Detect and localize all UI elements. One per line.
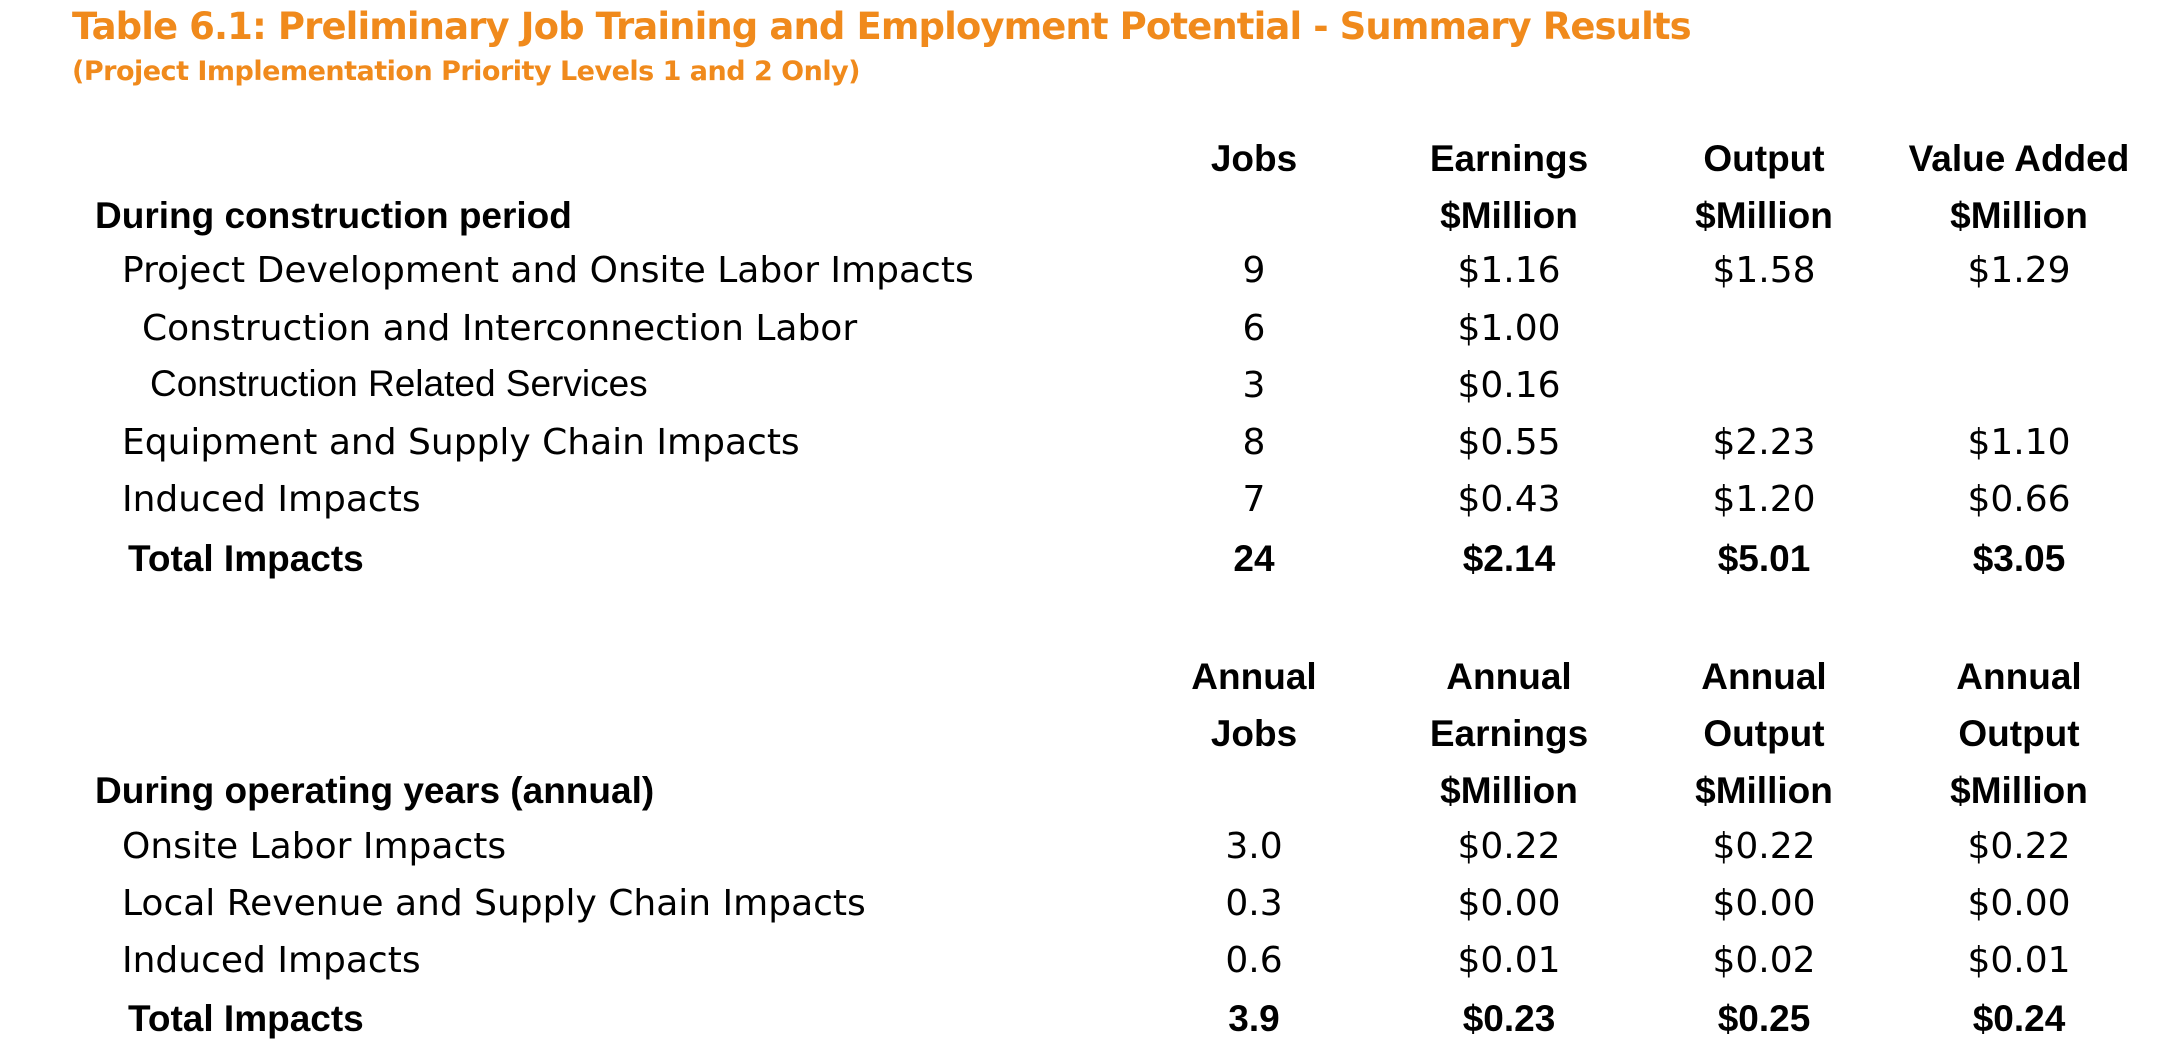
cell-earnings: $0.55 [1457, 422, 1561, 463]
header-annual-jobs-2: Jobs [1210, 713, 1298, 754]
cell-earnings: $0.01 [1457, 940, 1561, 981]
row-label-local-revenue: Local Revenue and Supply Chain Impacts [122, 883, 866, 924]
cell-earnings: $1.16 [1457, 250, 1561, 291]
header-annual-jobs: Annual [1191, 656, 1317, 697]
header-annual-earnings-2: Earnings [1429, 713, 1589, 754]
total-output: $5.01 [1717, 538, 1811, 579]
cell-jobs: 9 [1242, 250, 1266, 291]
cell-output-b: $0.00 [1967, 883, 2071, 924]
cell-earnings: $0.22 [1457, 826, 1561, 867]
cell-output-b: $0.01 [1967, 940, 2071, 981]
cell-output-b: $0.22 [1967, 826, 2071, 867]
header-annual-output-b-2: Output [1958, 713, 2080, 754]
cell-earnings: $0.00 [1457, 883, 1561, 924]
cell-jobs: 7 [1242, 479, 1266, 520]
cell-output: $0.00 [1712, 883, 1816, 924]
total-earnings: $0.23 [1462, 998, 1556, 1039]
header-annual-earnings: Annual [1446, 656, 1572, 697]
row-label-project-development: Project Development and Onsite Labor Impacts [122, 250, 974, 291]
total-value-added: $3.05 [1972, 538, 2066, 579]
cell-output: $1.58 [1712, 250, 1816, 291]
table-subtitle: (Project Implementation Priority Levels 1 and 2 Only) [72, 56, 861, 87]
header-output-unit: $Million [1695, 195, 1833, 236]
header-output: Output [1703, 138, 1825, 179]
total-jobs: 24 [1233, 538, 1275, 579]
total-label: Total Impacts [128, 538, 364, 579]
total-output: $0.25 [1717, 998, 1811, 1039]
cell-value-added: $0.66 [1967, 479, 2071, 520]
cell-jobs: 8 [1242, 422, 1266, 463]
header-jobs: Jobs [1210, 138, 1298, 179]
table-title: Table 6.1: Preliminary Job Training and Employment Potential - Summary Results [72, 5, 1691, 48]
cell-jobs: 0.3 [1225, 883, 1283, 924]
row-label-onsite-labor: Onsite Labor Impacts [122, 826, 507, 867]
cell-output: $0.02 [1712, 940, 1816, 981]
section-operating-label: During operating years (annual) [95, 770, 655, 811]
section-construction-label: During construction period [95, 195, 572, 236]
cell-jobs: 6 [1242, 308, 1266, 349]
row-label-construction-labor: Construction and Interconnection Labor [142, 308, 858, 349]
header-earnings-unit: $Million [1440, 195, 1578, 236]
cell-jobs: 3.0 [1225, 826, 1283, 867]
cell-value-added: $1.10 [1967, 422, 2071, 463]
cell-jobs: 3 [1242, 365, 1266, 406]
header-annual-output-unit: $Million [1695, 770, 1833, 811]
cell-earnings: $0.16 [1457, 365, 1561, 406]
header-value-added: Value Added [1908, 138, 2130, 179]
row-label-equipment-supply: Equipment and Supply Chain Impacts [122, 422, 800, 463]
total-earnings: $2.14 [1462, 538, 1556, 579]
cell-output: $2.23 [1712, 422, 1816, 463]
header-annual-output-2: Output [1703, 713, 1825, 754]
total-output-b: $0.24 [1972, 998, 2066, 1039]
cell-earnings: $0.43 [1457, 479, 1561, 520]
header-annual-earnings-unit: $Million [1440, 770, 1578, 811]
header-annual-output-b: Annual [1956, 656, 2082, 697]
row-label-induced: Induced Impacts [122, 940, 421, 981]
total-jobs: 3.9 [1228, 998, 1280, 1039]
header-earnings: Earnings [1429, 138, 1589, 179]
header-value-added-unit: $Million [1950, 195, 2088, 236]
total-label: Total Impacts [128, 998, 364, 1039]
header-annual-output-b-unit: $Million [1950, 770, 2088, 811]
cell-value-added: $1.29 [1967, 250, 2071, 291]
cell-output: $0.22 [1712, 826, 1816, 867]
row-label-induced: Induced Impacts [122, 479, 421, 520]
row-label-construction-services: Construction Related Services [150, 363, 648, 404]
cell-earnings: $1.00 [1457, 308, 1561, 349]
cell-output: $1.20 [1712, 479, 1816, 520]
header-annual-output: Annual [1701, 656, 1827, 697]
cell-jobs: 0.6 [1225, 940, 1283, 981]
